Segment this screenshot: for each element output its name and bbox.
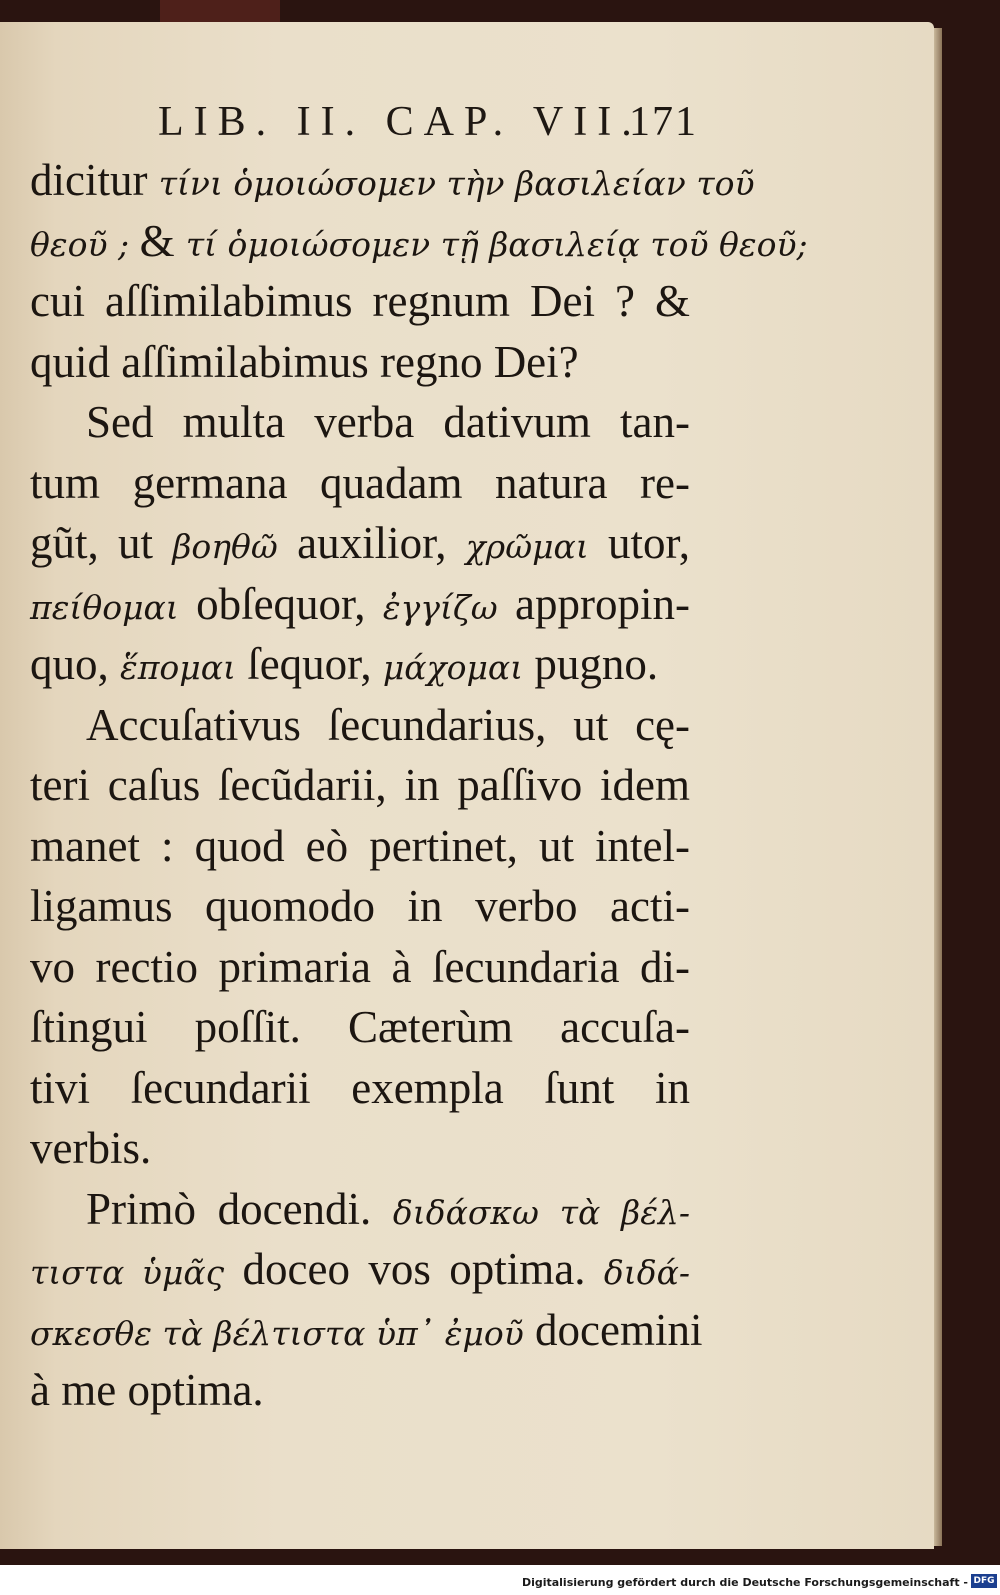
text-line [30, 816, 690, 877]
greek-phrase: ἐγγίζω [382, 587, 498, 627]
digitization-credit: Digitalisierung gefördert durch die Deutsche Forschungsgemeinschaft - [521, 1576, 968, 1589]
text-line [30, 392, 690, 453]
text-line [30, 150, 755, 211]
greek-phrase: πείθομαι [30, 587, 179, 627]
greek-phrase: σκεσθε τὰ βέλτιστα ὑπ᾽ ἐμοῦ [30, 1313, 524, 1353]
running-head-text: LIB. II. CAP. VII. [158, 99, 642, 145]
greek-phrase: διδάσκω τὰ βέλ- [392, 1192, 690, 1232]
greek-phrase: μάχομαι [382, 648, 524, 687]
latin-phrase: manet : quod eò pertinet, ut intel- [30, 820, 690, 871]
latin-phrase: teri caſus ſecũdarii, in paſſivo idem [30, 760, 690, 810]
latin-phrase: Primò docendi. [86, 1183, 393, 1234]
page-edge [934, 28, 942, 1546]
text-line [30, 1179, 690, 1240]
page-number: 171 [629, 99, 698, 145]
latin-phrase: tivi ſecundarii exempla ſunt in [30, 1062, 690, 1113]
latin-phrase: quo, [30, 639, 120, 689]
latin-phrase: Accuſativus ſecundarius, ut cę- [86, 699, 690, 750]
text-line [30, 453, 690, 514]
latin-phrase: doceo vos optima. [224, 1244, 604, 1294]
text-line [30, 876, 690, 937]
latin-phrase: quid aſſimilabimus regno Dei? [30, 336, 579, 387]
text-line [30, 634, 690, 695]
greek-phrase: τιστα ὑμᾶς [30, 1253, 225, 1292]
text-line [30, 1300, 703, 1361]
greek-phrase: βοηθῶ [172, 527, 278, 566]
latin-phrase: ligamus quomodo in verbo acti- [30, 881, 690, 931]
text-line [30, 271, 690, 332]
text-line [30, 1360, 690, 1421]
text-line [30, 937, 690, 998]
latin-phrase: pugno. [523, 639, 659, 689]
greek-phrase: διδά- [603, 1253, 690, 1292]
latin-phrase: appropin- [497, 578, 690, 629]
latin-phrase: Sed multa verba dativum tan- [86, 397, 690, 447]
text-line [30, 1239, 690, 1300]
latin-phrase: tum germana quadam natura re- [30, 457, 690, 508]
text-line [30, 332, 690, 393]
latin-phrase: & [139, 215, 186, 266]
latin-phrase: gũt, ut [30, 518, 173, 568]
latin-phrase: à me optima. [30, 1365, 264, 1415]
latin-phrase: dicitur [30, 155, 159, 205]
greek-phrase: θεοῦ ; [30, 224, 140, 264]
text-line [30, 1118, 690, 1179]
latin-phrase: auxilior, [277, 518, 466, 568]
latin-phrase: obſequor, [178, 578, 383, 629]
running-head [158, 98, 698, 148]
latin-phrase: cui aſſimilabimus regnum Dei ? & [30, 276, 690, 326]
latin-phrase: ſtingui poſſit. Cæterùm accuſa- [30, 1002, 690, 1052]
latin-phrase: utor, [588, 518, 690, 568]
body-text [30, 150, 808, 1421]
greek-phrase: τί ὁμοιώσομεν τῇ βασιλείᾳ τοῦ θεοῦ; [185, 224, 808, 264]
text-line [30, 755, 690, 816]
binding-strip [160, 0, 280, 22]
greek-phrase: ἕπομαι [120, 648, 236, 687]
latin-phrase: vo rectio primaria à ſecundaria di- [30, 941, 690, 992]
dfg-logo: DFG [971, 1574, 997, 1588]
latin-phrase: verbis. [30, 1123, 152, 1173]
text-line [30, 513, 690, 574]
latin-phrase: ſequor, [235, 639, 383, 689]
text-line [30, 997, 690, 1058]
greek-phrase: τίνι ὁμοιώσομεν τὴν βασιλείαν τοῦ [158, 164, 755, 203]
text-line [30, 1058, 690, 1119]
text-line [30, 695, 690, 756]
text-line [30, 574, 690, 635]
greek-phrase: χρῶμαι [465, 527, 589, 566]
text-line [30, 211, 808, 272]
latin-phrase: docemini [523, 1304, 703, 1355]
